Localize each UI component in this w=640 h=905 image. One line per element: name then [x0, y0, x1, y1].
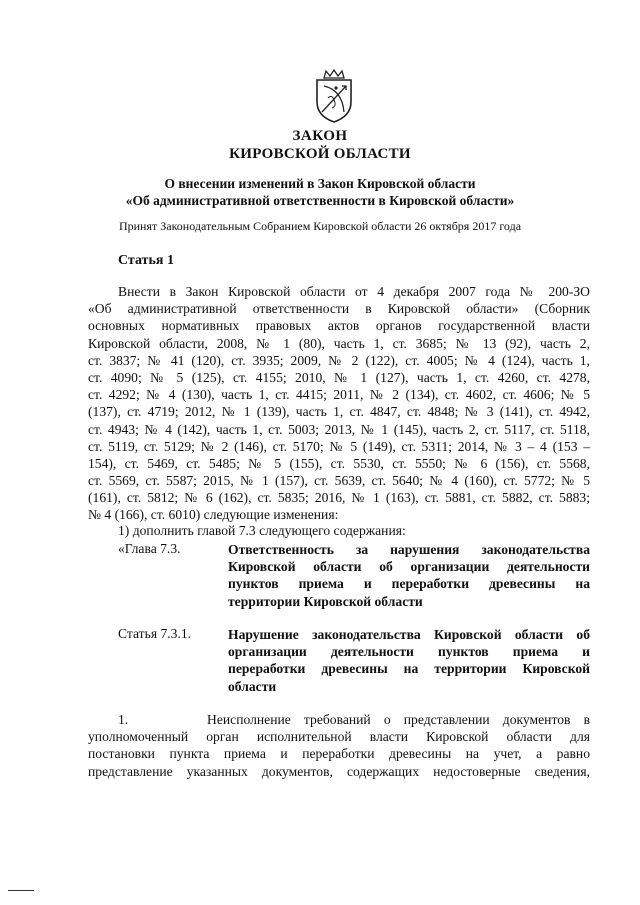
article-paragraph: [88, 283, 590, 524]
law-subtitle-line2: «Об административной ответственности в Кировской области»: [125, 193, 515, 208]
law-region: КИРОВСКОЙ ОБЛАСТИ: [229, 146, 411, 162]
paragraph-line: ст. 5119, ст. 5129; № 2 (146), ст. 5170; № 5 (149), ст. 5311; 2014, № 3 – 4 (153 –: [88, 438, 590, 454]
point-line: представление указанных документов, содержащих недостоверные сведения,: [88, 763, 590, 779]
article-title: [228, 626, 590, 695]
paragraph-line: Кировской области, 2008, № 1 (80), часть 1, ст. 3685; № 13 (92), часть 2,: [88, 335, 590, 351]
paragraph-line: (161), ст. 5812; № 6 (162), ст. 5835; 2016, № 1 (163), ст. 5881, ст. 5882, ст. 5883;: [88, 490, 590, 506]
point-line: уполномоченный орган исполнительной власти Кировской области для: [88, 729, 590, 745]
point-line: постановки пункта приема и переработки древесины на учет, а равно: [88, 746, 590, 762]
paragraph-line: ст. 4943; № 4 (142), часть 1, ст. 5003; 2013, № 1 (145), часть 2, ст. 5117, ст. 5118,: [88, 421, 590, 437]
chapter-title-line: Кировской области об организации деятельности: [228, 559, 590, 575]
paragraph-line: ст. 4292; № 4 (130), часть 1, ст. 4415; 2011, № 2 (134), ст. 4602, ст. 4606; № 5: [88, 387, 590, 403]
chapter-title: [228, 541, 590, 610]
article-title-line: области: [228, 678, 277, 694]
law-title: ЗАКОН: [292, 128, 348, 144]
chapter-title-line: Ответственность за нарушения законодательства: [228, 542, 590, 557]
paragraph-line: 154), ст. 5469, ст. 5485; № 5 (155), ст. 5530, ст. 5550; № 6 (156), ст. 5568,: [88, 455, 590, 471]
law-subtitle-line1: О внесении изменений в Закон Кировской области: [164, 176, 476, 191]
paragraph-line: основных нормативных правовых актов органов государственной власти: [88, 318, 590, 334]
paragraph-line: ст. 5569, ст. 5587; 2015, № 1 (157), ст. 5639, ст. 5640; № 4 (160), ст. 5772; № 5: [88, 473, 590, 489]
article-label: Статья 7.3.1.: [118, 626, 192, 641]
article-title-line: Нарушение законодательства Кировской области об: [228, 627, 590, 642]
paragraph-line: (137), ст. 4719; 2012, № 1 (139), часть 1, ст. 4847, ст. 4848; № 3 (141), ст. 4942,: [88, 404, 590, 420]
amendment-item: 1) дополнить главой 7.3 следующего содержания:: [118, 523, 406, 538]
chapter-label: «Глава 7.3.: [118, 541, 181, 556]
article-title-line: организации деятельности пунктов приема и: [228, 644, 590, 660]
point-line: 1. Неисполнение требований о представлении документов в: [118, 712, 590, 727]
coat-of-arms-icon: [312, 68, 356, 124]
paragraph-line: ст. 4090; № 5 (125), ст. 4155; 2010, № 1 (127), часть 1, ст. 4260, ст. 4278,: [88, 369, 590, 385]
paragraph-line: № 4 (166), ст. 6010) следующие изменения:: [88, 507, 339, 523]
chapter-title-line: территории Кировской области: [228, 593, 423, 609]
chapter-title-line: пунктов приема и переработки древесины на: [228, 576, 590, 592]
article-title-line: переработки древесины на территории Кировской: [228, 661, 590, 677]
paragraph-line: Внести в Закон Кировской области от 4 декабря 2007 года № 200-ЗО: [118, 284, 590, 299]
point-paragraph: [88, 711, 590, 780]
paragraph-line: «Об административной ответственности в Кировской области» (Сборник: [88, 301, 590, 317]
adoption-note: Принят Законодательным Собранием Кировской области 26 октября 2017 года: [118, 219, 522, 233]
paragraph-line: ст. 3837; № 41 (120), ст. 3935; 2009, № 2 (122), ст. 4005; № 4 (124), часть 1,: [88, 352, 590, 368]
footer-divider: [8, 890, 34, 891]
article-heading: Статья 1: [118, 253, 174, 268]
